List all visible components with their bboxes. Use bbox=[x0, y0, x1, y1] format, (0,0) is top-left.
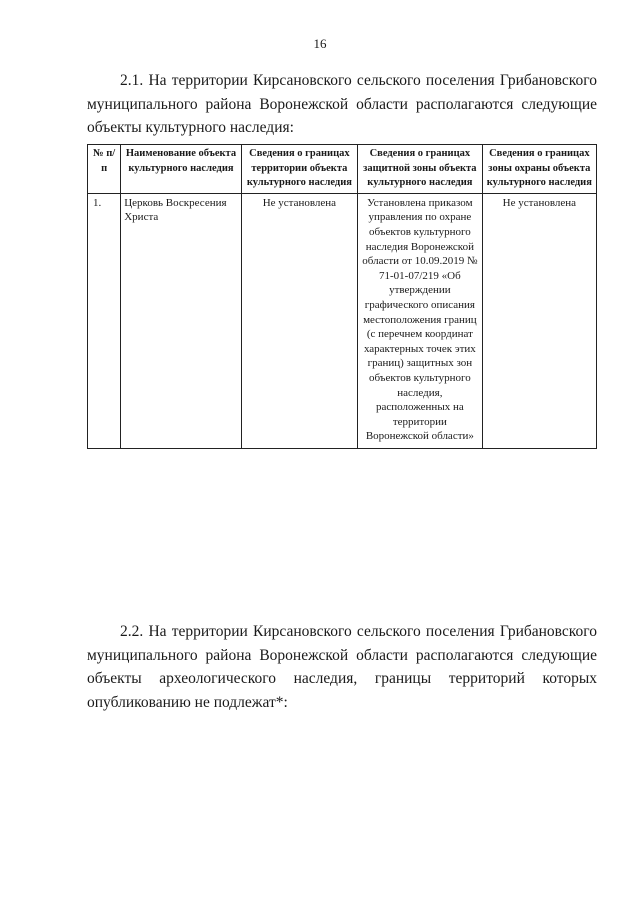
cell-object-name: Церковь Воскресения Христа bbox=[121, 193, 241, 448]
page-number: 16 bbox=[313, 36, 327, 51]
paragraph-2-1: 2.1. На территории Кирсановского сельского поселения Грибановского муниципального района Воронежской области располагаются следующие объекты культурного наследия: bbox=[87, 72, 597, 136]
header-number: № п/п bbox=[88, 145, 121, 194]
cell-number: 1. bbox=[88, 193, 121, 448]
cell-territory: Не установлена bbox=[241, 193, 357, 448]
header-security-zone: Сведения о границах зоны охраны объекта культурного наследия bbox=[482, 145, 596, 194]
header-protective-zone: Сведения о границах защитной зоны объекта культурного наследия bbox=[358, 145, 483, 194]
heritage-objects-table bbox=[87, 144, 597, 449]
cell-security-zone: Не установлена bbox=[482, 193, 596, 448]
header-territory-boundaries: Сведения о границах территории объекта культурного наследия bbox=[241, 145, 357, 194]
table-header-row bbox=[88, 145, 597, 194]
table-row bbox=[88, 193, 597, 448]
header-object-name: Наименование объекта культурного наследия bbox=[121, 145, 241, 194]
paragraph-2-2: 2.2. На территории Кирсановского сельского поселения Грибановского муниципального района Воронежской области располагаются следующие объекты археологического наследия, границы территорий которых опубликованию не подлежат*: bbox=[87, 623, 597, 711]
cell-protective-zone: Установлена приказом управления по охране объектов культурного наследия Воронежской области от 10.09.2019 № 71-01-07/219 «Об утверждении графического описания местоположения границ (с перечнем координат характерных точек этих границ) защитных зон объектов культурного наследия, расположенных на территории Воронежской области» bbox=[358, 193, 483, 448]
